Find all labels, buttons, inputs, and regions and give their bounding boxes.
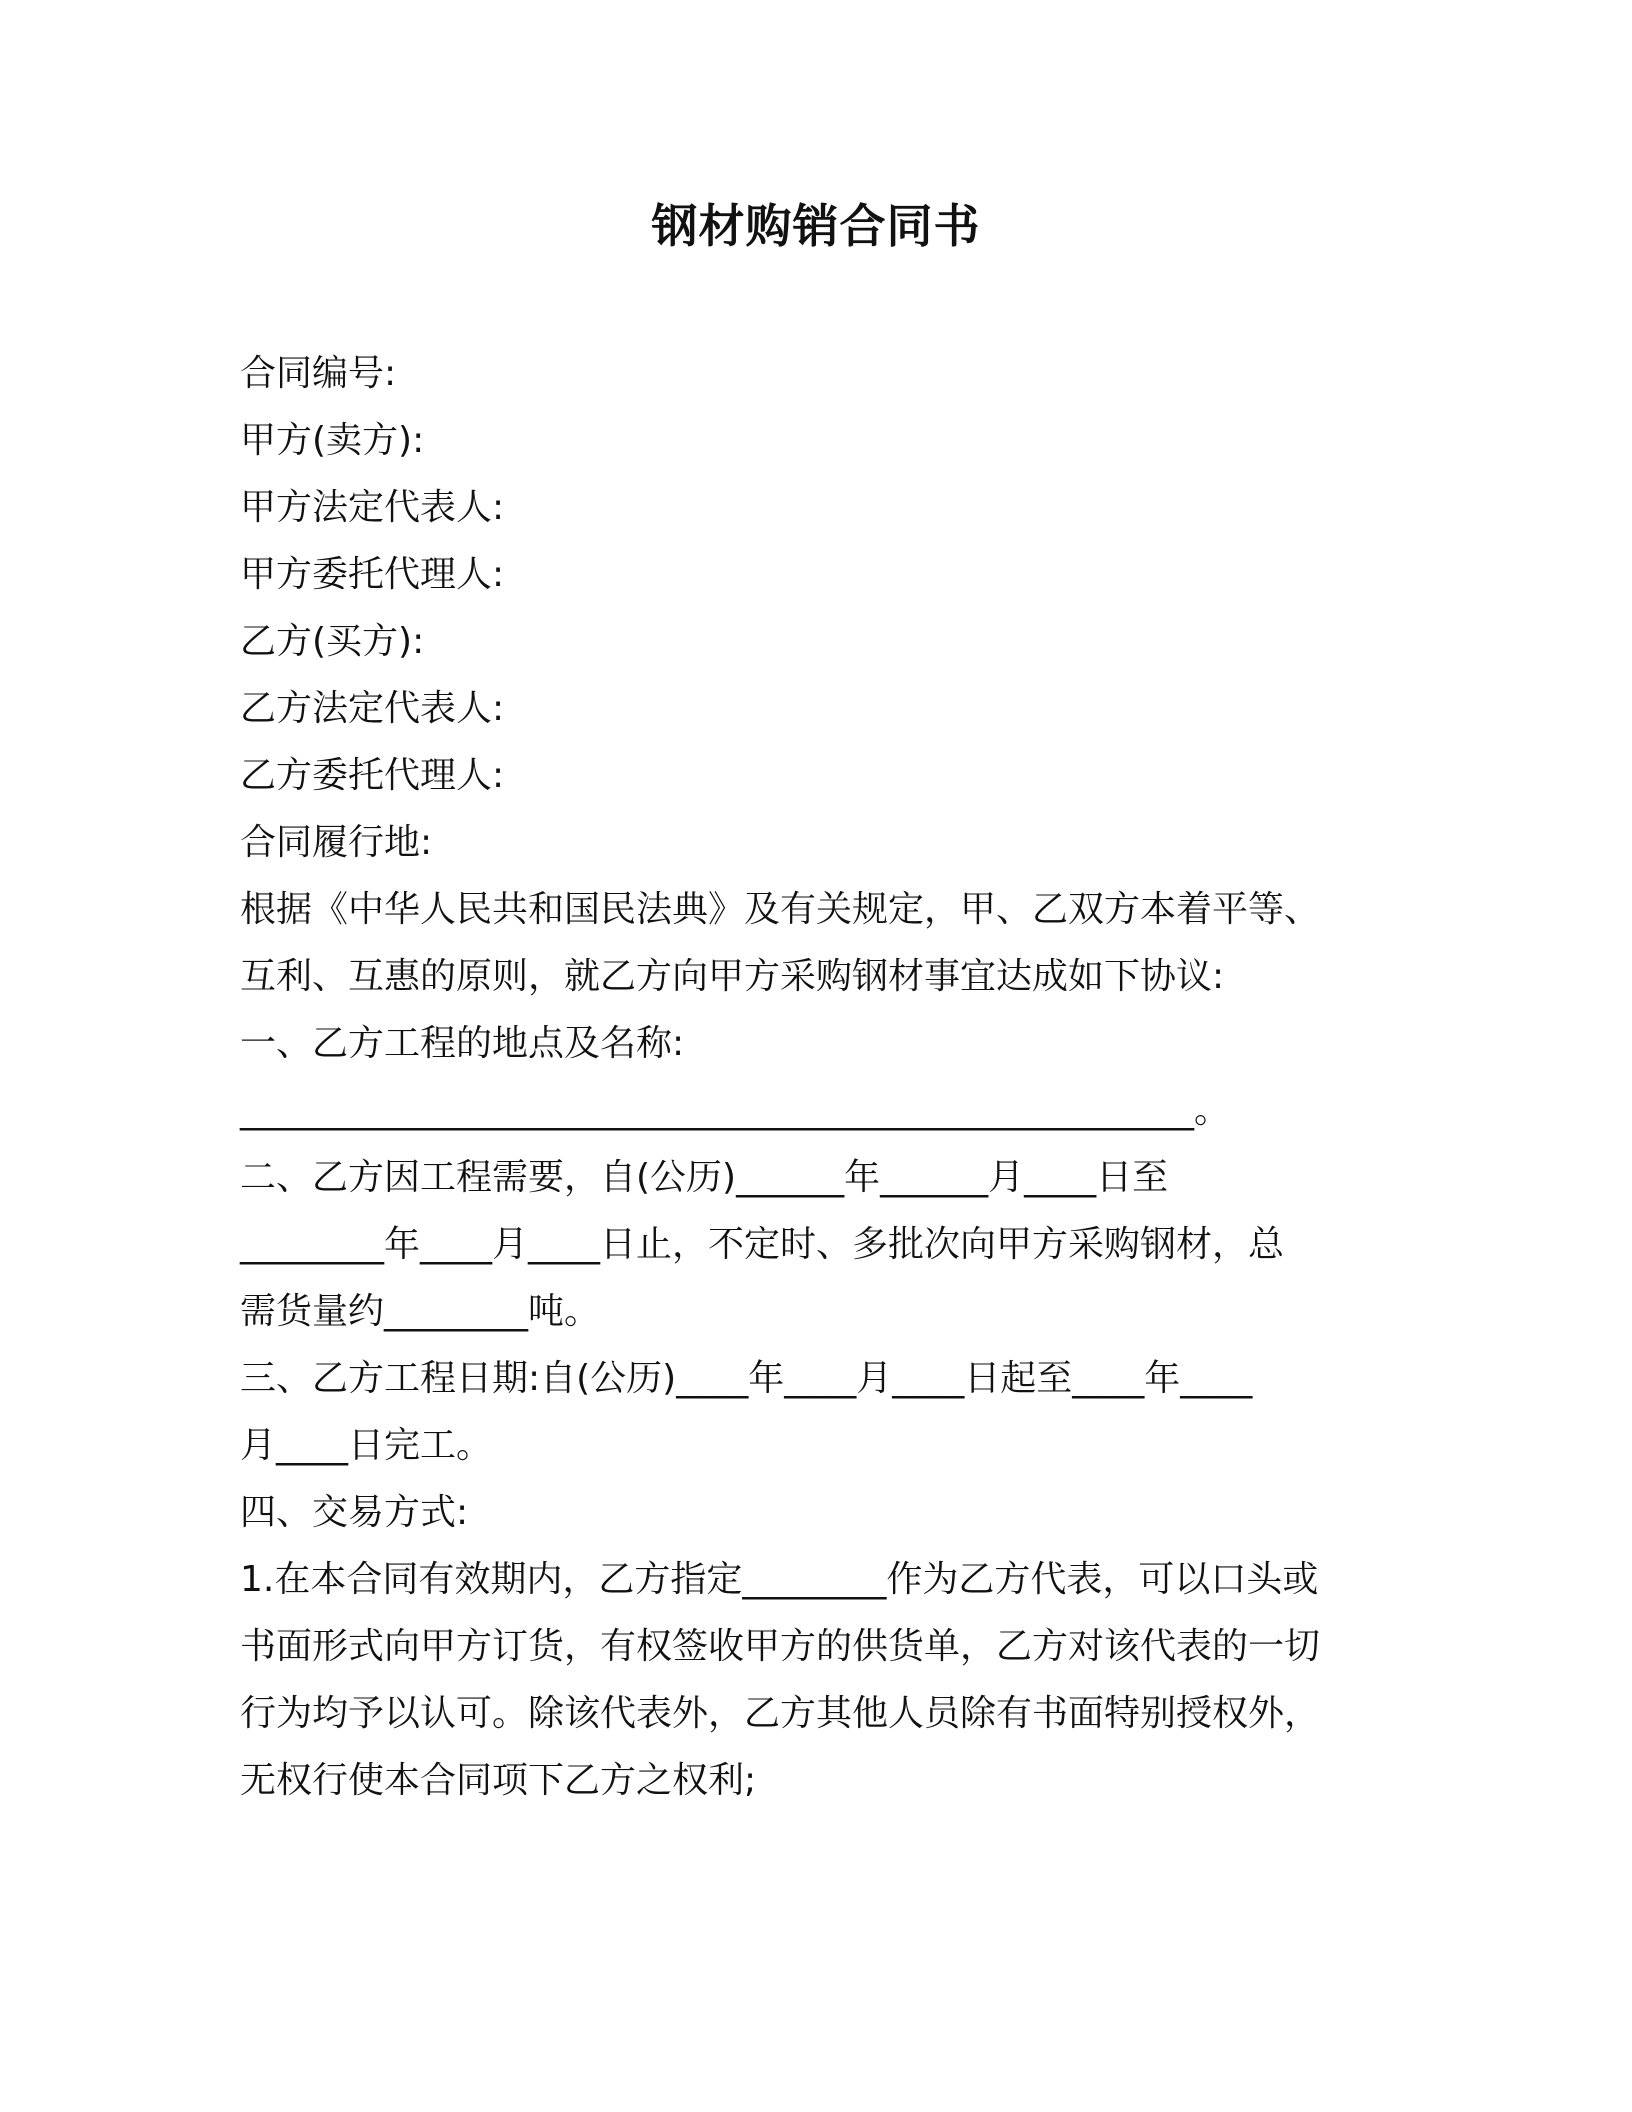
performance-place-line: 合同履行地: xyxy=(240,822,433,863)
clause-4-item-1-line-2: 书面形式向甲方订货，有权签收甲方的供货单，乙方对该代表的一切 xyxy=(240,1626,1321,1667)
clause-2-line-1: 二、乙方因工程需要，自(公历)______年______月____日至 xyxy=(240,1157,1169,1198)
clause-4-heading: 四、交易方式: xyxy=(240,1492,469,1533)
clause-1-blank-line: _____________________________________________________。 xyxy=(240,1090,1230,1131)
clause-4-item-1-line-4: 无权行使本合同项下乙方之权利; xyxy=(240,1760,757,1801)
party-b-line: 乙方(买方): xyxy=(240,621,425,662)
party-a-legal-rep-line: 甲方法定代表人: xyxy=(240,487,505,528)
clause-4-item-1-line-3: 行为均予以认可。除该代表外，乙方其他人员除有书面特别授权外， xyxy=(240,1693,1321,1734)
clause-3-line-1: 三、乙方工程日期:自(公历)____年____月____日起至____年____ xyxy=(240,1358,1253,1399)
clause-2-line-3: 需货量约________吨。 xyxy=(240,1291,601,1332)
clause-1-heading: 一、乙方工程的地点及名称: xyxy=(240,1023,685,1064)
preamble-line-1: 根据《中华人民共和国民法典》及有关规定，甲、乙双方本着平等、 xyxy=(240,889,1321,930)
document-title: 钢材购销合同书 xyxy=(651,199,981,253)
party-b-agent-line: 乙方委托代理人: xyxy=(240,755,505,796)
document-body xyxy=(240,340,1400,1814)
party-a-line: 甲方(卖方): xyxy=(240,420,425,461)
party-b-legal-rep-line: 乙方法定代表人: xyxy=(240,688,505,729)
clause-2-line-2: ________年____月____日止，不定时、多批次向甲方采购钢材，总 xyxy=(240,1224,1285,1265)
clause-4-item-1-line-1: 1.在本合同有效期内，乙方指定________作为乙方代表，可以口头或 xyxy=(240,1559,1319,1600)
clause-3-line-2: 月____日完工。 xyxy=(240,1425,493,1466)
contract-number-line: 合同编号: xyxy=(240,353,397,394)
party-a-agent-line: 甲方委托代理人: xyxy=(240,554,505,595)
preamble-line-2: 互利、互惠的原则，就乙方向甲方采购钢材事宜达成如下协议: xyxy=(240,956,1225,997)
